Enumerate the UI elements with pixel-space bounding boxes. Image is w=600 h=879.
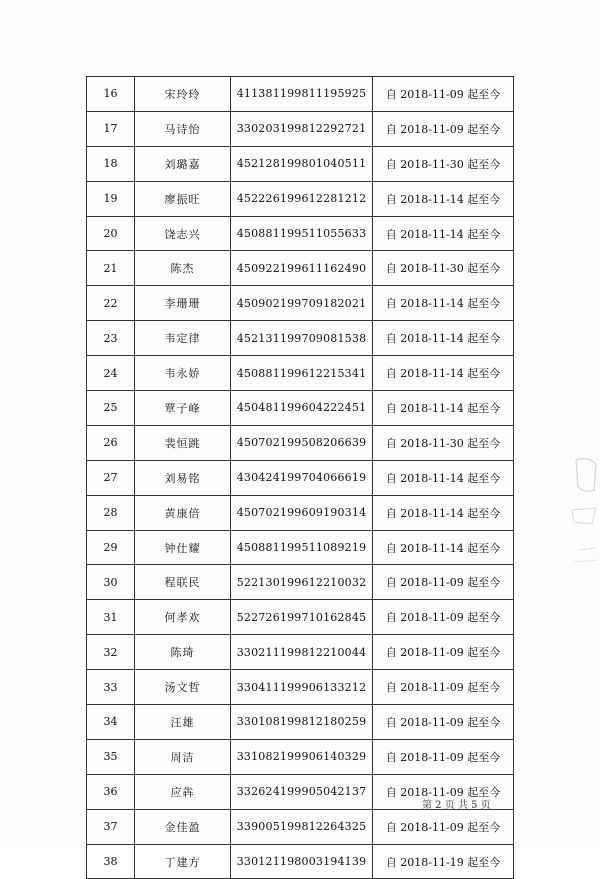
row-number-cell: 30 bbox=[87, 565, 135, 600]
start-date-cell: 自 2018-11-14 起至今 bbox=[373, 181, 514, 216]
start-date-cell: 自 2018-11-09 起至今 bbox=[373, 111, 514, 146]
row-number-cell: 21 bbox=[87, 251, 135, 286]
start-date-cell: 自 2018-11-09 起至今 bbox=[373, 774, 514, 809]
row-number-cell: 22 bbox=[87, 286, 135, 321]
start-date-cell: 自 2018-11-09 起至今 bbox=[373, 565, 514, 600]
table-row bbox=[87, 809, 514, 844]
id-number-cell: 450881199511089219 bbox=[231, 530, 373, 565]
row-number-cell: 25 bbox=[87, 391, 135, 426]
row-number-cell: 36 bbox=[87, 774, 135, 809]
row-number-cell: 28 bbox=[87, 495, 135, 530]
start-date-cell: 自 2018-11-09 起至今 bbox=[373, 705, 514, 740]
row-number-cell: 35 bbox=[87, 739, 135, 774]
row-number-cell: 37 bbox=[87, 809, 135, 844]
roster-table-body bbox=[87, 77, 514, 879]
table-row bbox=[87, 391, 514, 426]
id-number-cell: 411381199811195925 bbox=[231, 77, 373, 112]
name-cell: 韦定律 bbox=[135, 321, 231, 356]
start-date-cell: 自 2018-11-30 起至今 bbox=[373, 425, 514, 460]
start-date-cell: 自 2018-11-14 起至今 bbox=[373, 460, 514, 495]
id-number-cell: 330211199812210044 bbox=[231, 635, 373, 670]
name-cell: 汤文哲 bbox=[135, 670, 231, 705]
start-date-cell: 自 2018-11-09 起至今 bbox=[373, 600, 514, 635]
row-number-cell: 24 bbox=[87, 356, 135, 391]
id-number-cell: 330411199906133212 bbox=[231, 670, 373, 705]
start-date-cell: 自 2018-11-09 起至今 bbox=[373, 739, 514, 774]
id-number-cell: 522130199612210032 bbox=[231, 565, 373, 600]
table-row bbox=[87, 670, 514, 705]
row-number-cell: 29 bbox=[87, 530, 135, 565]
start-date-cell: 自 2018-11-30 起至今 bbox=[373, 146, 514, 181]
start-date-cell: 自 2018-11-14 起至今 bbox=[373, 495, 514, 530]
id-number-cell: 450881199511055633 bbox=[231, 216, 373, 251]
table-row bbox=[87, 565, 514, 600]
name-cell: 黄康倍 bbox=[135, 495, 231, 530]
name-cell: 应犇 bbox=[135, 774, 231, 809]
id-number-cell: 452226199612281212 bbox=[231, 181, 373, 216]
name-cell: 汪雄 bbox=[135, 705, 231, 740]
table-row bbox=[87, 216, 514, 251]
roster-table bbox=[86, 76, 514, 879]
row-number-cell: 31 bbox=[87, 600, 135, 635]
table-row bbox=[87, 635, 514, 670]
id-number-cell: 430424199704066619 bbox=[231, 460, 373, 495]
id-number-cell: 332624199905042137 bbox=[231, 774, 373, 809]
name-cell: 周洁 bbox=[135, 739, 231, 774]
table-row bbox=[87, 739, 514, 774]
id-number-cell: 450881199612215341 bbox=[231, 356, 373, 391]
id-number-cell: 339005199812264325 bbox=[231, 809, 373, 844]
id-number-cell: 450702199508206639 bbox=[231, 425, 373, 460]
row-number-cell: 32 bbox=[87, 635, 135, 670]
id-number-cell: 330121198003194139 bbox=[231, 844, 373, 879]
page-number-footer: 第 2 页 共 5 页 bbox=[422, 800, 491, 811]
start-date-cell: 自 2018-11-14 起至今 bbox=[373, 216, 514, 251]
table-row bbox=[87, 530, 514, 565]
name-cell: 马诗怡 bbox=[135, 111, 231, 146]
name-cell: 裴恒跳 bbox=[135, 425, 231, 460]
row-number-cell: 20 bbox=[87, 216, 135, 251]
table-row bbox=[87, 111, 514, 146]
table-row bbox=[87, 356, 514, 391]
table-row bbox=[87, 460, 514, 495]
row-number-cell: 27 bbox=[87, 460, 135, 495]
table-row bbox=[87, 495, 514, 530]
row-number-cell: 19 bbox=[87, 181, 135, 216]
id-number-cell: 450702199609190314 bbox=[231, 495, 373, 530]
start-date-cell: 自 2018-11-14 起至今 bbox=[373, 530, 514, 565]
start-date-cell: 自 2018-11-19 起至今 bbox=[373, 844, 514, 879]
row-number-cell: 18 bbox=[87, 146, 135, 181]
table-row bbox=[87, 251, 514, 286]
name-cell: 韦永娇 bbox=[135, 356, 231, 391]
name-cell: 覃子峰 bbox=[135, 391, 231, 426]
name-cell: 陈琦 bbox=[135, 635, 231, 670]
table-row bbox=[87, 181, 514, 216]
name-cell: 陈杰 bbox=[135, 251, 231, 286]
table-row bbox=[87, 705, 514, 740]
id-number-cell: 450922199611162490 bbox=[231, 251, 373, 286]
table-row bbox=[87, 77, 514, 112]
start-date-cell: 自 2018-11-30 起至今 bbox=[373, 251, 514, 286]
table-row bbox=[87, 600, 514, 635]
row-number-cell: 16 bbox=[87, 77, 135, 112]
table-row bbox=[87, 146, 514, 181]
table-row bbox=[87, 286, 514, 321]
name-cell: 刘易铭 bbox=[135, 460, 231, 495]
name-cell: 李珊珊 bbox=[135, 286, 231, 321]
id-number-cell: 450902199709182021 bbox=[231, 286, 373, 321]
name-cell: 饶志兴 bbox=[135, 216, 231, 251]
start-date-cell: 自 2018-11-14 起至今 bbox=[373, 356, 514, 391]
name-cell: 何孝欢 bbox=[135, 600, 231, 635]
name-cell: 丁建方 bbox=[135, 844, 231, 879]
start-date-cell: 自 2018-11-14 起至今 bbox=[373, 286, 514, 321]
start-date-cell: 自 2018-11-09 起至今 bbox=[373, 77, 514, 112]
id-number-cell: 522726199710162845 bbox=[231, 600, 373, 635]
row-number-cell: 34 bbox=[87, 705, 135, 740]
start-date-cell: 自 2018-11-14 起至今 bbox=[373, 391, 514, 426]
id-number-cell: 452128199801040511 bbox=[231, 146, 373, 181]
start-date-cell: 自 2018-11-09 起至今 bbox=[373, 670, 514, 705]
name-cell: 刘璐嘉 bbox=[135, 146, 231, 181]
row-number-cell: 38 bbox=[87, 844, 135, 879]
row-number-cell: 17 bbox=[87, 111, 135, 146]
table-row bbox=[87, 425, 514, 460]
id-number-cell: 331082199906140329 bbox=[231, 739, 373, 774]
name-cell: 宋玲玲 bbox=[135, 77, 231, 112]
seal-stamp-fragment bbox=[566, 450, 600, 580]
name-cell: 廖振旺 bbox=[135, 181, 231, 216]
start-date-cell: 自 2018-11-09 起至今 bbox=[373, 635, 514, 670]
id-number-cell: 330108199812180259 bbox=[231, 705, 373, 740]
name-cell: 钟仕耀 bbox=[135, 530, 231, 565]
table-row bbox=[87, 321, 514, 356]
start-date-cell: 自 2018-11-14 起至今 bbox=[373, 321, 514, 356]
start-date-cell: 自 2018-11-09 起至今 bbox=[373, 809, 514, 844]
row-number-cell: 33 bbox=[87, 670, 135, 705]
id-number-cell: 452131199709081538 bbox=[231, 321, 373, 356]
row-number-cell: 26 bbox=[87, 425, 135, 460]
name-cell: 金佳盈 bbox=[135, 809, 231, 844]
id-number-cell: 330203199812292721 bbox=[231, 111, 373, 146]
id-number-cell: 450481199604222451 bbox=[231, 391, 373, 426]
row-number-cell: 23 bbox=[87, 321, 135, 356]
name-cell: 程联民 bbox=[135, 565, 231, 600]
table-row bbox=[87, 844, 514, 879]
